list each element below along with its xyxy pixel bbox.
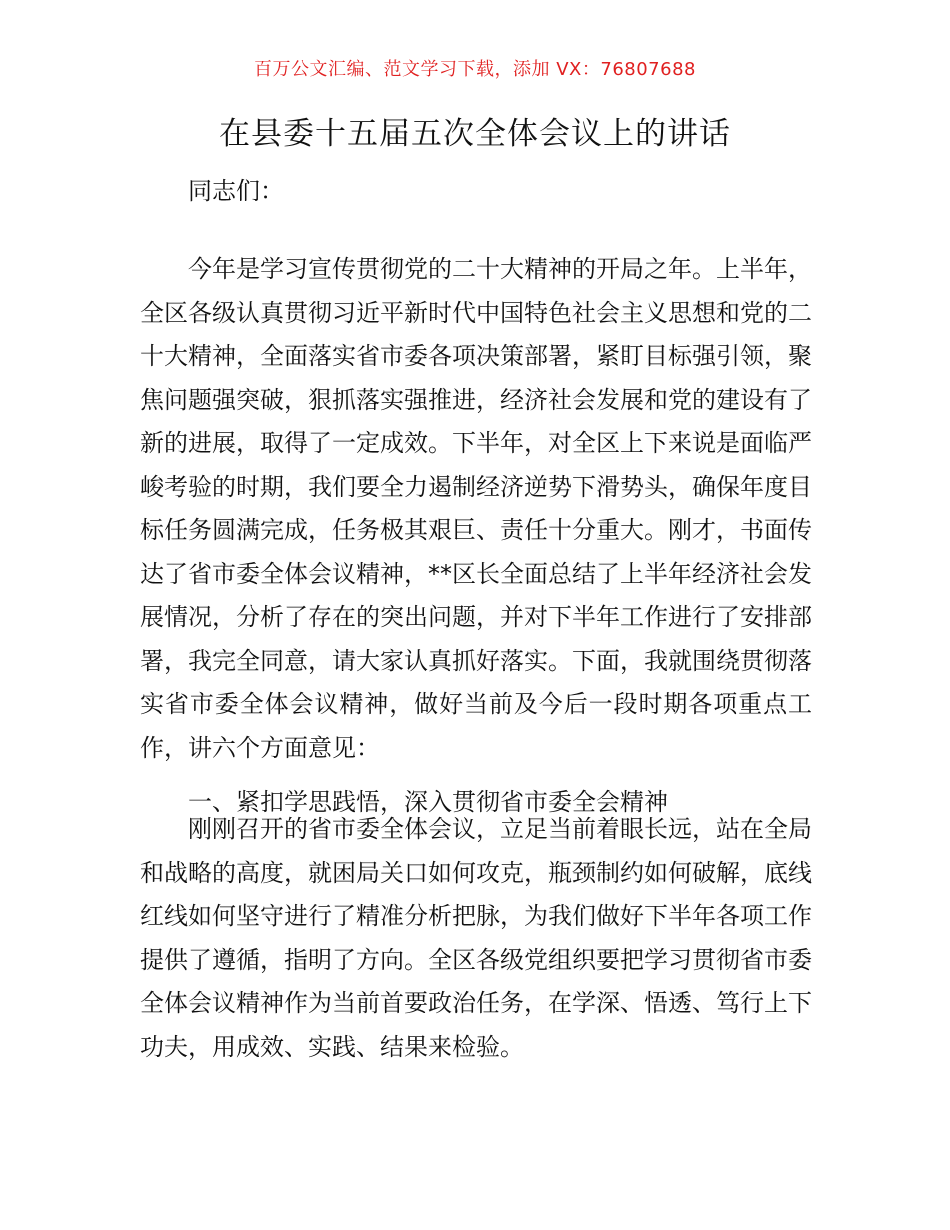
document-title: 在县委十五届五次全体会议上的讲话: [219, 116, 731, 152]
section-heading-1: 一、紧扣学思践悟，深入贯彻省市委全会精神: [188, 788, 668, 816]
paragraph-intro: 今年是学习宣传贯彻党的二十大精神的开局之年。上半年，全区各级认真贯彻习近平新时代中国特色社会主义思想和党的二十大精神，全面落实省市委各项决策部署，紧盯目标强引领，聚焦问题强突破，狠抓落实强推进，经济社会发展和党的建设有了新的进展，取得了一定成效。下半年，对全区上下来说是面临严峻考验的时期，我们要全力遏制经济逆势下滑势头，确保年度目标任务圆满完成，任务极其艰巨、责任十分重大。刚才，书面传达了省市委全体会议精神，**区长全面总结了上半年经济社会发展情况，分析了存在的突出问题，并对下半年工作进行了安排部署，我完全同意，请大家认真抓好落实。下面，我就围绕贯彻落实省市委全体会议精神，做好当前及今后一段时期各项重点工作，讲六个方面意见：: [140, 255, 812, 762]
salutation: 同志们：: [188, 177, 284, 205]
watermark-banner: 百万公文汇编、范文学习下载，添加 VX：76807688: [254, 59, 696, 80]
paragraph-section-1: 刚刚召开的省市委全体会议，立足当前着眼长远，站在全局和战略的高度，就困局关口如何攻克，瓶颈制约如何破解，底线红线如何坚守进行了精准分析把脉，为我们做好下半年各项工作提供了遵循，指明了方向。全区各级党组织要把学习贯彻省市委全体会议精神作为当前首要政治任务，在学深、悟透、笃行上下功夫，用成效、实践、结果来检验。: [140, 815, 812, 1061]
